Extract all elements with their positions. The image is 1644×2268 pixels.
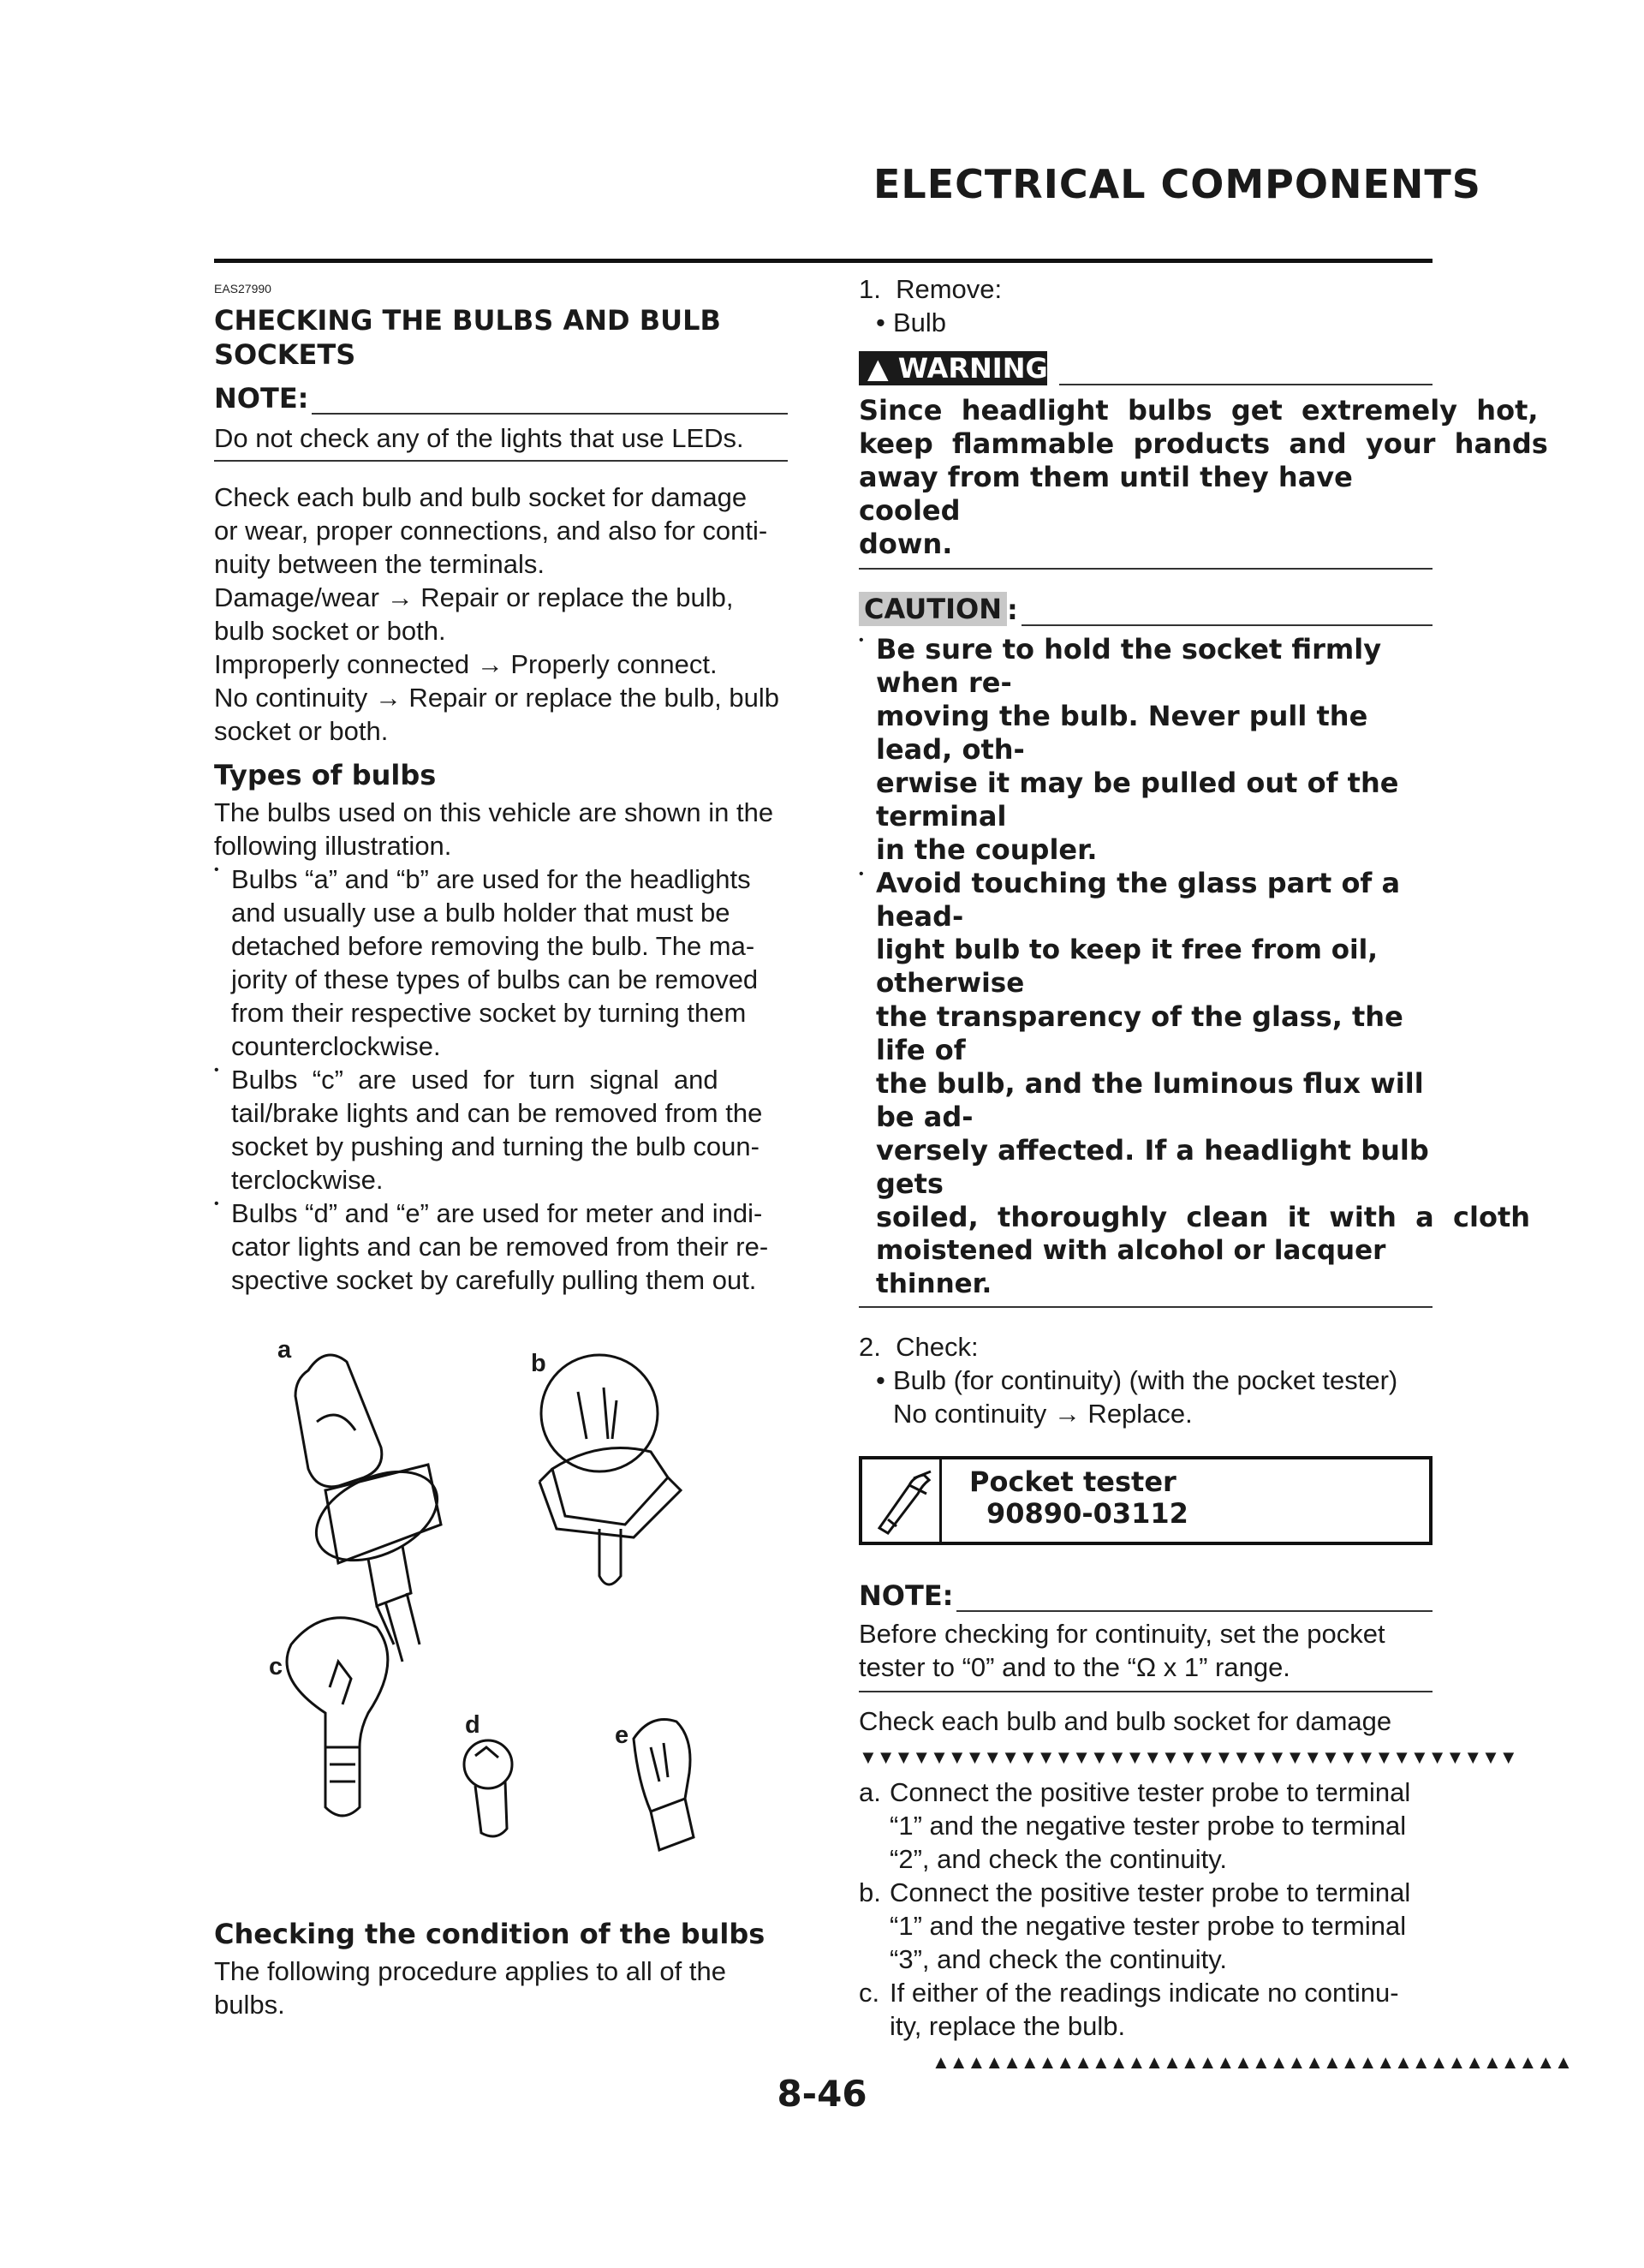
note2-label: NOTE: <box>859 1579 954 1612</box>
procedure-step <box>859 1776 1433 1876</box>
section-code: EAS27990 <box>214 282 271 295</box>
note-end-rule <box>214 460 788 462</box>
caution-end-rule <box>859 1306 1433 1308</box>
section-heading-line1: CHECKING THE BULBS AND BULB <box>214 304 721 337</box>
step-letter: b. <box>859 1877 881 1907</box>
step-2-result: No continuity → Replace. <box>893 1399 1193 1429</box>
text-line: the transparency of the glass, the life of <box>876 1000 1403 1066</box>
text-line: Damage/wear → Repair or replace the bulb, <box>214 582 734 612</box>
header-rule <box>214 259 1433 263</box>
text-line: bulb socket or both. <box>214 616 446 646</box>
text-line: socket or both. <box>214 716 389 746</box>
text-line: in the coupler. <box>876 833 1098 866</box>
note-header <box>214 382 788 415</box>
step-1: 1. Remove: <box>859 274 1003 304</box>
text-line: ity, replace the bulb. <box>890 2011 1126 2041</box>
step-2: 2. Check: <box>859 1332 979 1362</box>
figure-label-e: e <box>615 1722 629 1749</box>
text-line: • Avoid touching the glass part of a head- <box>876 867 1401 933</box>
warning-badge <box>859 351 1047 385</box>
text-line: erwise it may be pulled out of the terminal <box>876 767 1399 833</box>
bulb-a-icon <box>295 1355 451 1662</box>
note-underline <box>312 387 788 415</box>
left-column <box>214 272 805 1297</box>
figure-label-a: a <box>277 1336 292 1364</box>
caution-underline <box>1022 599 1433 626</box>
bulb-illustration <box>257 1319 788 1867</box>
tool-name: Pocket tester <box>969 1465 1176 1498</box>
procedure-end-markers: ▲▲▲▲▲▲▲▲▲▲▲▲▲▲▲▲▲▲▲▲▲▲▲▲▲▲▲▲▲▲▲▲▲▲▲▲ <box>932 2051 1572 2073</box>
text-line: socket by pushing and turning the bulb coun- <box>231 1131 759 1161</box>
text-line: keep flammable products and your hands <box>859 427 1548 460</box>
text-line: moistened with alcohol or lacquer thinner. <box>876 1235 1386 1299</box>
caution-bullet <box>859 633 1433 867</box>
text-line: spective socket by carefully pulling them out. <box>231 1265 757 1295</box>
step-letter: c. <box>859 1978 880 2008</box>
warning-triangle-icon: ▲ <box>867 352 898 385</box>
text-line: terclockwise. <box>231 1165 384 1195</box>
note2-end-rule <box>859 1691 1433 1692</box>
text-line: The bulbs used on this vehicle are shown in the <box>214 797 774 827</box>
text-line: tail/brake lights and can be removed from the <box>231 1098 763 1128</box>
text-line: detached before removing the bulb. The ma- <box>231 931 755 961</box>
condition-heading: Checking the condition of the bulbs <box>214 1918 765 1950</box>
text-line: counterclockwise. <box>231 1031 441 1061</box>
text-line: light bulb to keep it free from oil, otherwise <box>876 934 1379 999</box>
step-1-item: • Bulb <box>876 306 1433 339</box>
caution-label: CAUTION <box>859 592 1007 626</box>
note-text: Do not check any of the lights that use LEDs. <box>214 423 744 453</box>
bulb-d-icon <box>464 1740 512 1836</box>
bullet-item <box>214 862 805 1063</box>
text-line: bulbs. <box>214 1990 285 2020</box>
procedure-step <box>859 1876 1433 1976</box>
step-letter: a. <box>859 1777 881 1807</box>
text-line: tester to “0” and to the “Ω x 1” range. <box>859 1652 1290 1682</box>
bulb-b-icon <box>539 1355 681 1585</box>
text-line: • Be sure to hold the socket firmly when re- <box>876 633 1382 699</box>
bullet-item <box>214 1063 805 1197</box>
page-header-title: ELECTRICAL COMPONENTS <box>873 161 1481 207</box>
types-heading: Types of bulbs <box>214 759 437 791</box>
text-line: Since headlight bulbs get extremely hot, <box>859 394 1539 427</box>
check-text: Check each bulb and bulb socket for damage <box>859 1706 1392 1736</box>
text-line: down. <box>859 528 953 560</box>
note-label: NOTE: <box>214 382 309 415</box>
text-line: Connect the positive tester probe to terminal <box>890 1877 1411 1907</box>
text-line: nuity between the terminals. <box>214 549 545 579</box>
procedure-steps <box>859 1776 1433 2043</box>
text-line: • Bulbs “d” and “e” are used for meter and indi- <box>231 1198 763 1228</box>
condition-section <box>214 1917 805 2021</box>
text-line: from their respective socket by turning them <box>231 998 747 1028</box>
text-line: the bulb, and the luminous flux will be ad- <box>876 1067 1424 1133</box>
warning-label: WARNING <box>897 352 1048 385</box>
caution-bullet <box>859 867 1531 1301</box>
text-line: “2”, and check the continuity. <box>890 1844 1228 1874</box>
section-heading-line2: SOCKETS <box>214 338 356 371</box>
page-number: 8-46 <box>777 2073 867 2115</box>
text-line: “1” and the negative tester probe to terminal <box>890 1811 1407 1841</box>
warning-header <box>859 351 1433 385</box>
tool-icon <box>862 1459 942 1542</box>
note2-underline <box>956 1585 1433 1612</box>
text-line: versely affected. If a headlight bulb gets <box>876 1134 1429 1200</box>
text-line: If either of the readings indicate no continu- <box>890 1978 1399 2008</box>
text-line: Check each bulb and bulb socket for damage <box>214 482 748 512</box>
text-line: “3”, and check the continuity. <box>890 1944 1228 1974</box>
text-line: Improperly connected → Properly connect. <box>214 649 718 679</box>
warning-underline <box>1059 358 1433 385</box>
text-line: jority of these types of bulbs can be removed <box>231 964 759 994</box>
text-line: The following procedure applies to all of the <box>214 1956 726 1986</box>
text-line: soiled, thoroughly clean it with a cloth <box>876 1201 1531 1233</box>
caution-header: CAUTION : <box>859 592 1433 626</box>
bulb-c-icon <box>287 1618 388 1816</box>
text-line: moving the bulb. Never pull the lead, oth- <box>876 700 1368 766</box>
tool-number: 90890-03112 <box>986 1497 1188 1530</box>
warning-text <box>859 394 1548 561</box>
procedure-step <box>859 1976 1433 2043</box>
text-line: • Bulbs “c” are used for turn signal and <box>231 1065 718 1095</box>
types-intro <box>214 796 805 862</box>
right-column <box>859 272 1572 2074</box>
tool-text <box>942 1459 1188 1542</box>
figure-label-b: b <box>531 1350 546 1377</box>
warning-end-rule <box>859 568 1433 570</box>
text-line: • Bulbs “a” and “b” are used for the headlights <box>231 864 751 894</box>
figure-label-d: d <box>465 1711 480 1739</box>
text-line: Connect the positive tester probe to terminal <box>890 1777 1411 1807</box>
note2-text <box>859 1617 1433 1684</box>
text-line: away from them until they have cooled <box>859 461 1353 527</box>
text-line: or wear, proper connections, and also for conti- <box>214 516 768 546</box>
text-line: Before checking for continuity, set the pocket <box>859 1619 1385 1649</box>
text-line: and usually use a bulb holder that must be <box>231 898 730 928</box>
text-line: “1” and the negative tester probe to terminal <box>890 1911 1407 1941</box>
bulb-e-icon <box>634 1720 694 1851</box>
bullet-item <box>214 1197 805 1297</box>
figure-label-c: c <box>269 1653 283 1680</box>
text-line: cator lights and can be removed from their re- <box>231 1232 769 1262</box>
text-line: following illustration. <box>214 831 452 861</box>
procedure-start-markers: ▼▼▼▼▼▼▼▼▼▼▼▼▼▼▼▼▼▼▼▼▼▼▼▼▼▼▼▼▼▼▼▼▼▼▼▼▼ <box>859 1746 1517 1768</box>
note2-header <box>859 1579 1433 1612</box>
step-2-item: • Bulb (for continuity) (with the pocket tester) <box>876 1364 1433 1397</box>
check-paragraph <box>214 480 805 748</box>
text-line: No continuity → Repair or replace the bulb, bulb <box>214 683 779 713</box>
special-tool-box <box>859 1456 1433 1545</box>
